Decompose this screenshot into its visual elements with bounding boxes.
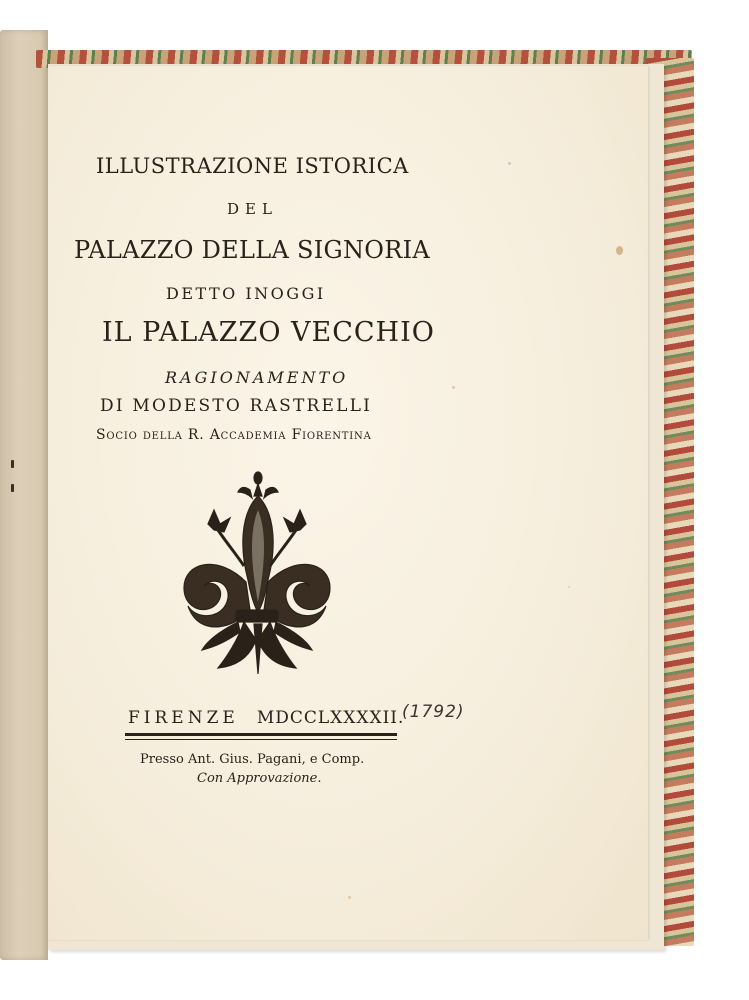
title-line-6: RAGIONAMENTO	[165, 368, 349, 387]
approval-line: Con Approvazione.	[197, 771, 322, 786]
title-line-4: DETTO INOGGI	[166, 284, 326, 303]
title-line-5: IL PALAZZO VECCHIO	[102, 317, 435, 348]
fleur-de-lis-icon	[178, 470, 336, 676]
title-page	[48, 66, 648, 940]
imprint-rule-thick	[125, 733, 397, 736]
title-line-2: DEL	[227, 200, 278, 218]
imprint-line	[128, 708, 404, 728]
imprint-rule-thin	[125, 739, 397, 740]
imprint-city: FIRENZE	[128, 708, 239, 728]
title-line-1: ILLUSTRAZIONE ISTORICA	[96, 154, 409, 178]
handwritten-year: (1792)	[402, 702, 465, 722]
title-line-3: PALAZZO DELLA SIGNORIA	[74, 236, 431, 264]
imprint-year: MDCCLXXXXII.	[256, 708, 405, 728]
affiliation-line: Socio della R. Accademia Fiorentina	[96, 427, 372, 443]
left-board	[0, 30, 48, 960]
author-line: DI MODESTO RASTRELLI	[100, 396, 373, 416]
printer-line: Presso Ant. Gius. Pagani, e Comp.	[140, 752, 365, 767]
